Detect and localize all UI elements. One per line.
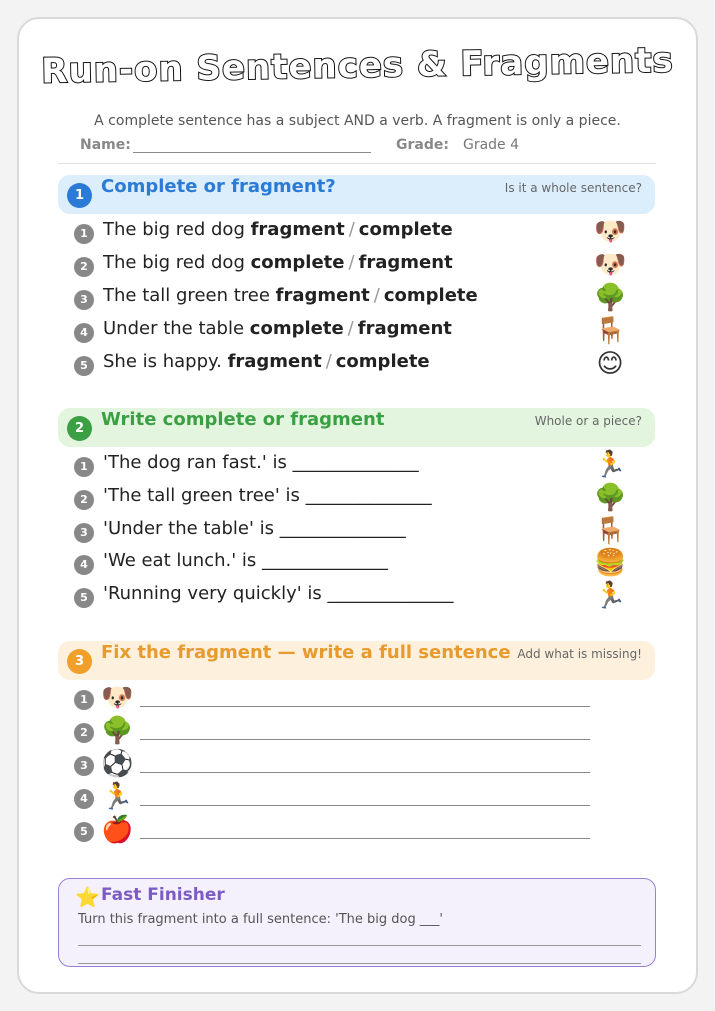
choice-separator: / — [348, 219, 355, 240]
section-1-header — [58, 175, 655, 214]
fast-finisher-title: Fast Finisher — [101, 885, 225, 905]
answer-line[interactable] — [140, 772, 590, 773]
dog-face-icon: 🐶 — [594, 250, 627, 280]
smiley-icon: 😊 — [596, 349, 624, 379]
grade-value: Grade 4 — [462, 137, 520, 153]
soccer-ball-icon: ⚽ — [101, 749, 134, 779]
section-title: Write complete or fragment — [101, 409, 385, 430]
choice-separator: / — [325, 351, 332, 372]
question-text[interactable]: 'We eat lunch.' is ______________ — [103, 550, 388, 571]
choice-separator: / — [348, 252, 355, 273]
question-number: 5 — [74, 588, 94, 608]
dog-face-icon: 🐶 — [594, 217, 627, 247]
question-number: 5 — [74, 822, 94, 842]
section-number: 3 — [67, 649, 92, 674]
choice-separator: / — [347, 318, 354, 339]
choice-option[interactable]: complete — [335, 351, 430, 372]
choice-option[interactable]: fragment — [275, 285, 370, 306]
choice-option[interactable]: fragment — [357, 318, 452, 339]
sentence-text: The big red dog — [103, 219, 251, 240]
choice-option[interactable]: complete — [250, 252, 345, 273]
sentence-text: Under the table — [103, 318, 250, 339]
section-title: Fix the fragment — write a full sentence — [101, 642, 511, 663]
section-hint: Is it a whole sentence? — [504, 181, 642, 195]
fast-finisher-prompt: Turn this fragment into a full sentence: 'The big dog ___' — [78, 912, 443, 927]
question-number: 2 — [74, 257, 94, 277]
question-number: 1 — [74, 224, 94, 244]
chair-icon: 🪑 — [594, 516, 627, 546]
section-hint: Add what is missing! — [517, 647, 642, 661]
section-title: Complete or fragment? — [101, 176, 336, 197]
name-field[interactable] — [133, 138, 371, 153]
question-number: 1 — [74, 690, 94, 710]
question-text[interactable]: 'The tall green tree' is ______________ — [103, 485, 432, 506]
chair-icon: 🪑 — [594, 316, 627, 346]
question-text[interactable]: 'Under the table' is ______________ — [103, 518, 406, 539]
sentence-text: The big red dog — [103, 252, 251, 273]
answer-line[interactable] — [140, 838, 590, 839]
question-text[interactable]: 'The dog ran fast.' is ______________ — [103, 452, 419, 473]
question-number: 5 — [74, 356, 94, 376]
answer-line[interactable] — [140, 739, 590, 740]
question-text — [103, 351, 430, 372]
answer-line[interactable] — [78, 963, 641, 964]
section-number: 1 — [67, 183, 92, 208]
runner-icon: 🏃 — [101, 782, 134, 812]
tree-icon: 🌳 — [594, 483, 627, 513]
question-text — [103, 252, 453, 273]
question-number: 2 — [74, 723, 94, 743]
grade-row — [396, 137, 519, 153]
apple-icon: 🍎 — [101, 815, 134, 845]
choice-separator: / — [373, 285, 380, 306]
grade-label: Grade: — [396, 137, 449, 153]
section-3-header — [58, 641, 655, 680]
page-subtitle: A complete sentence has a subject AND a verb. A fragment is only a piece. — [94, 113, 621, 129]
section-number: 2 — [67, 416, 92, 441]
question-text — [103, 219, 453, 240]
choice-option[interactable]: fragment — [358, 252, 453, 273]
burger-icon: 🍔 — [594, 548, 627, 578]
choice-option[interactable]: fragment — [250, 219, 345, 240]
question-text — [103, 285, 478, 306]
page-title: Run-on Sentences & Fragments — [40, 40, 675, 92]
tree-icon: 🌳 — [594, 283, 627, 313]
fast-finisher-box — [58, 878, 656, 967]
question-number: 3 — [74, 756, 94, 776]
name-label: Name: — [80, 137, 131, 153]
answer-line[interactable] — [140, 805, 590, 806]
section-hint: Whole or a piece? — [534, 414, 642, 428]
answer-line[interactable] — [78, 945, 641, 946]
question-number: 4 — [74, 789, 94, 809]
question-number: 1 — [74, 457, 94, 477]
dog-face-icon: 🐶 — [101, 683, 134, 713]
choice-option[interactable]: complete — [383, 285, 478, 306]
name-row — [80, 137, 371, 153]
answer-line[interactable] — [140, 706, 590, 707]
choice-option[interactable]: complete — [358, 219, 453, 240]
question-number: 3 — [74, 523, 94, 543]
header-divider — [58, 163, 656, 164]
sentence-text: The tall green tree — [103, 285, 276, 306]
tree-icon: 🌳 — [101, 716, 134, 746]
section-2-header — [58, 408, 655, 447]
question-number: 4 — [74, 323, 94, 343]
sentence-text: She is happy. — [103, 351, 228, 372]
question-number: 4 — [74, 555, 94, 575]
star-icon: ⭐ — [75, 885, 100, 909]
runner-icon: 🏃 — [594, 581, 627, 611]
choice-option[interactable]: complete — [249, 318, 344, 339]
question-number: 3 — [74, 290, 94, 310]
question-number: 2 — [74, 490, 94, 510]
question-text — [103, 318, 452, 339]
question-text[interactable]: 'Running very quickly' is ______________ — [103, 583, 454, 604]
choice-option[interactable]: fragment — [227, 351, 322, 372]
runner-icon: 🏃 — [594, 450, 627, 480]
